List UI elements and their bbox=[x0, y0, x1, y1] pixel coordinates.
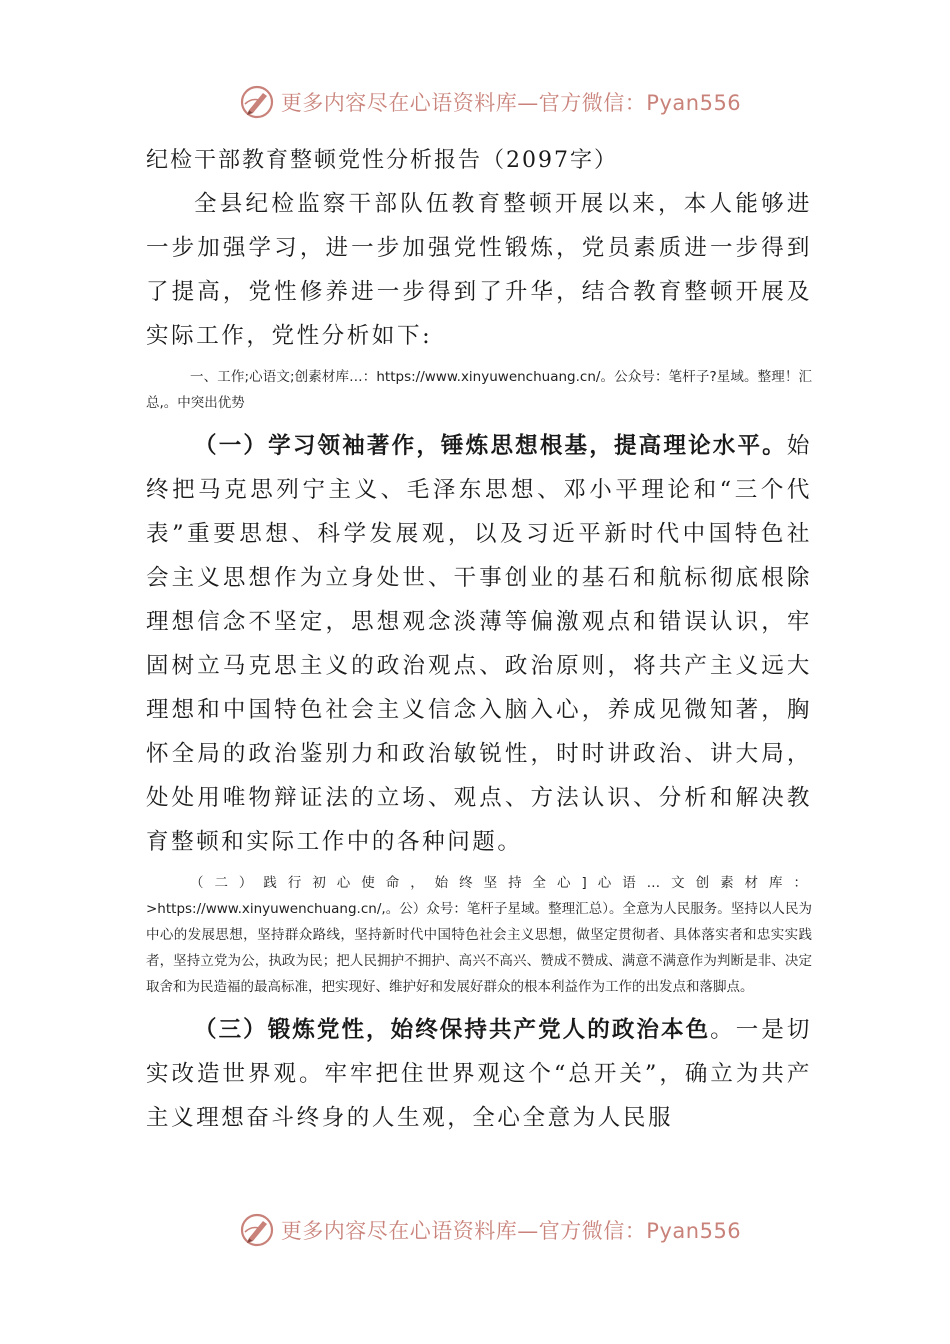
section3-heading: （三）锻炼党性，始终保持共产党人的政治本色 bbox=[194, 1017, 711, 1043]
document-title: 纪检干部教育整顿党性分析报告（2097字） bbox=[146, 148, 618, 173]
pen-seal-icon bbox=[239, 1212, 275, 1248]
section2-paragraph bbox=[146, 870, 812, 1000]
watermark-banner-top bbox=[0, 80, 950, 124]
section3-paragraph bbox=[146, 1008, 812, 1140]
section2-lead: （二）践行初心使命，始终坚持全心]心语…文创素材库： bbox=[190, 875, 812, 891]
intro-paragraph: 全县纪检监察干部队伍教育整顿开展以来，本人能够进一步加强学习，进一步加强党性锻炼，党员素质进一步得到了提高，党性修养进一步得到了升华，结合教育整顿开展及实际工作，党性分析如下: bbox=[146, 191, 812, 349]
document-body bbox=[146, 140, 812, 1140]
section1-heading: （一）学习领袖著作，锤炼思想根基，提高理论水平。 bbox=[194, 433, 787, 459]
section2-rest: >https://www.xinyuwenchuang.cn/,。公）众号：笔杆子星域。整理汇总）。全意为人民服务。坚持以人民为中心的发展思想，坚持群众路线，坚持新时代中国特色社会主义思想，做坚定贯彻者、具体落实者和忠实实践者，坚持立党为公，执政为民；把人民拥护不拥护、高兴不高兴、赞成不赞成、满意不满意作为判断是非、决定取舍和为民造福的最高标准，把实现好、维护好和发展好群众的根本利益作为工作的出发点和落脚点。 bbox=[146, 901, 812, 995]
section3-body: 。一是切实改造世界观。牢牢把住世界观这个“总开关”，确立为共产主义理想奋斗终身的人生观，全心全意为人民服 bbox=[146, 1017, 812, 1131]
watermark-banner-bottom bbox=[0, 1208, 950, 1252]
pen-seal-icon bbox=[239, 84, 275, 120]
section1-paragraph bbox=[146, 424, 812, 864]
section1-body: 始终把马克思列宁主义、毛泽东思想、邓小平理论和“三个代表”重要思想、科学发展观，以及习近平新时代中国特色社会主义思想作为立身处世、干事创业的基石和航标彻底根除理想信念不坚定，思想观念淡薄等偏激观点和错误认识，牢固树立马克思主义的政治观点、政治原则，将共产主义远大理想和中国特色社会主义信念入脑入心，养成见微知著，胸怀全局的政治鉴别力和政治敏锐性，时时讲政治、讲大局，处处用唯物辩证法的立场、观点、方法认识、分析和解决教育整顿和实际工作中的各种问题。 bbox=[146, 433, 812, 855]
watermark-text-bottom: 更多内容尽在心语资料库—官方微信：Pyan556 bbox=[280, 1219, 742, 1243]
watermark-text-top: 更多内容尽在心语资料库—官方微信：Pyan556 bbox=[280, 91, 742, 115]
section1-note: 一、工作;心语文;创素材库…：https://www.xinyuwenchuang.cn/。公众号：笔杆子?星域。整理！汇总,。中突出优势 bbox=[146, 369, 812, 411]
